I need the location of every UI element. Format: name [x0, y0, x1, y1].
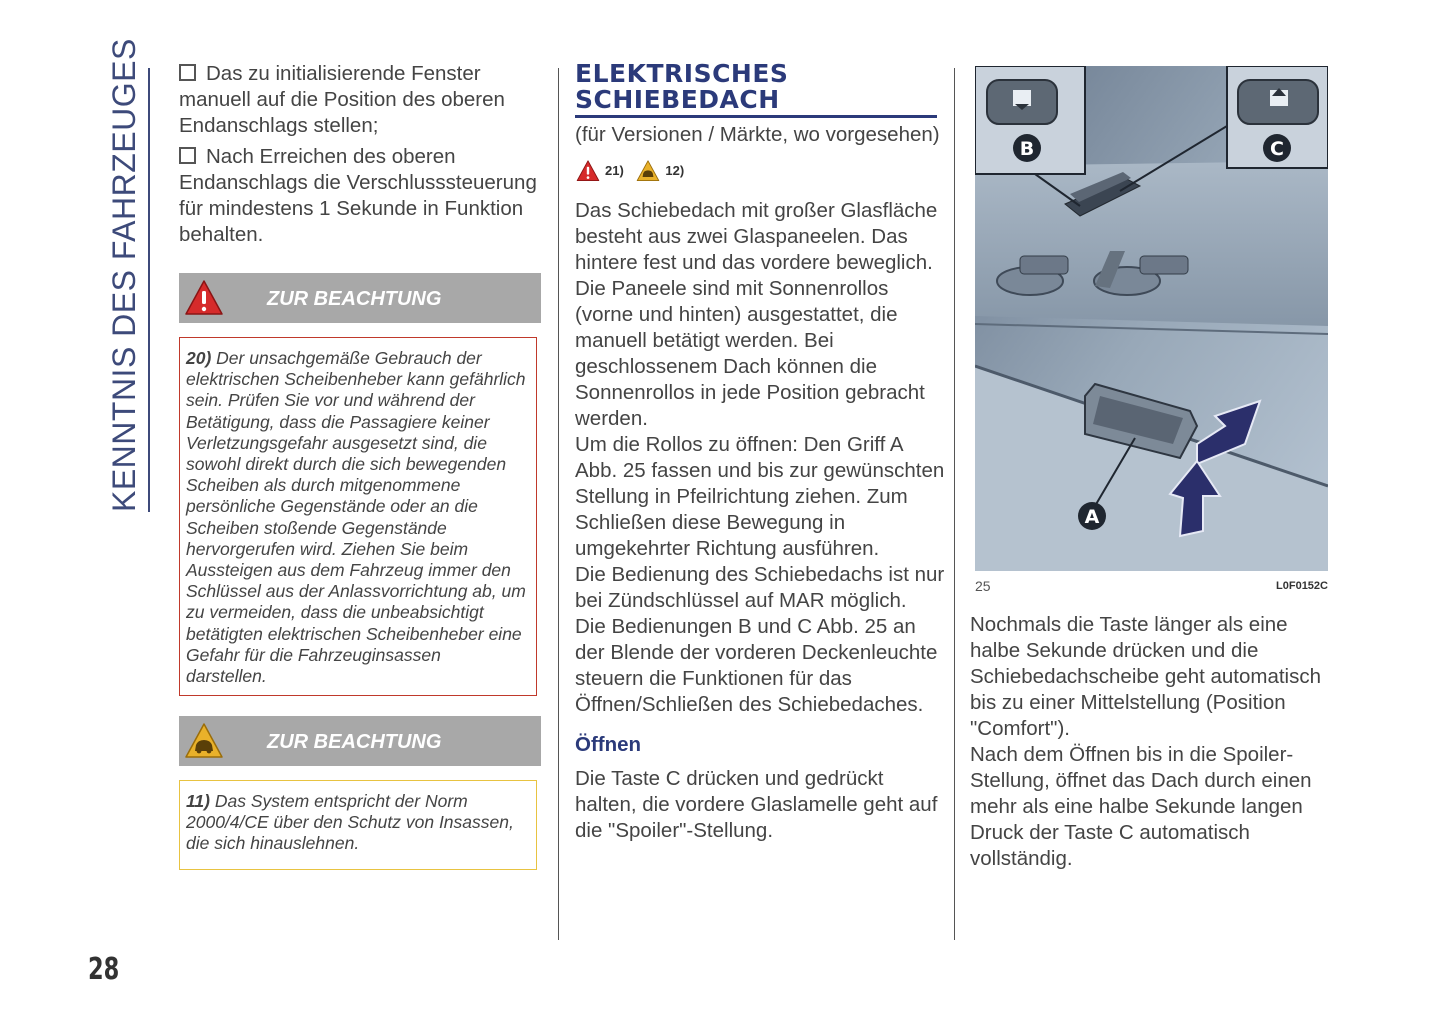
figure-caption — [975, 578, 1328, 594]
figure-code: L0F0152C — [1276, 580, 1328, 592]
list-item: Nach Erreichen des oberen Endanschlags die Verschlusssteuerung für mindestens 1 Sekunde in Funktion behalten. — [179, 145, 537, 246]
subheading-oeffnen: Öffnen — [575, 733, 642, 756]
danger-triangle-icon — [575, 159, 601, 183]
paragraph: Die Bedienungen B und C Abb. 25 an der Blende der vorderen Deckenleuchte steuern die Funktionen für das Öffnen/Schließen des Schiebedaches. — [575, 615, 938, 716]
reference-icons — [575, 158, 945, 190]
warning-number: 11) — [186, 791, 210, 811]
danger-triangle-icon — [184, 278, 224, 318]
page-number: 28 — [88, 952, 120, 987]
column-middle — [575, 61, 945, 844]
paragraph: Nach dem Öffnen bis in die Spoiler-Stellung, öffnet das Dach durch einen mehr als eine halbe Sekunde langen Druck der Taste C automatisch vollständig. — [970, 743, 1312, 870]
checkbox-bullet-icon — [179, 64, 196, 81]
section-title-vertical: KENNTNIS DES FAHRZEUGES — [106, 38, 142, 512]
paragraph: Das Schiebedach mit großer Glasfläche besteht aus zwei Glaspaneelen. Das hintere fest und das vordere beweglich. Die Paneele sind mit Sonnenrollos (vorne und hinten) ausgestattet, die manuell betätigt werden. Bei geschlossenem Dach können die Sonnenrollos in jede Position gebracht werden. — [575, 199, 938, 430]
paragraph: Um die Rollos zu öffnen: Den Griff A Abb. 25 fassen und bis zur gewünschten Stellung in Pfeilrichtung ziehen. Zum Schließen diese Bewegung in umgekehrter Richtung ausführen. — [575, 433, 945, 560]
column-left — [179, 61, 544, 253]
sidebar-rule — [148, 68, 150, 512]
figure-sunroof-controls — [975, 66, 1328, 571]
warning-number: 20) — [186, 348, 212, 368]
column-divider — [558, 68, 559, 940]
reference-caution: 12) — [665, 163, 685, 178]
subtitle: (für Versionen / Märkte, wo vorgesehen) — [575, 123, 940, 146]
label-c: C — [1270, 138, 1284, 160]
heading-rule — [575, 115, 937, 118]
label-a: A — [1084, 506, 1100, 528]
list-item: Das zu initialisierende Fenster manuell auf die Position des oberen Endanschlags stellen; — [179, 62, 505, 137]
paragraph: Die Bedienung des Schiebedachs ist nur bei Zündschlüssel auf MAR möglich. — [575, 563, 945, 612]
label-b: B — [1019, 138, 1035, 160]
caution-triangle-icon — [635, 159, 661, 183]
reference-danger: 21) — [605, 163, 624, 178]
figure-number: 25 — [975, 578, 991, 594]
section-heading: ELEKTRISCHES SCHIEBEDACH — [575, 59, 789, 114]
caution-triangle-icon — [184, 721, 224, 761]
checkbox-bullet-icon — [179, 147, 196, 164]
warning-box-danger: 20) Der unsachgemäße Gebrauch der elektrischen Scheibenheber kann gefährlich sein. Prüfen Sie vor und während der Betätigung, dass die Passagiere keiner Verletzungsgefahr ausgesetzt sind, die sowohl direkt durch die sich bewegenden Scheiben als durch mitgenommene persönliche Gegenstände oder an die Scheiben stoßende Gegenstände hervorgerufen wird. Ziehen Sie beim Aussteigen aus dem Fahrzeug immer den Schlüssel aus der Anlassvorrichtung ab, um zu vermeiden, dass die unbeabsichtigt betätigten elektrischen Scheibenheber eine Gefahr für die Fahrzeuginsassen darstellen. — [179, 337, 537, 696]
warning-header-danger — [179, 273, 541, 323]
warning-heading: ZUR BEACHTUNG — [267, 731, 442, 753]
paragraph: Nochmals die Taste länger als eine halbe Sekunde drücken und die Schiebedachscheibe geht automatisch bis zu einer Mittelstellung (Position "Comfort"). — [970, 613, 1322, 740]
column-divider — [954, 68, 955, 940]
column-right — [970, 612, 1335, 872]
warning-box-caution: 11) Das System entspricht der Norm 2000/4/CE über den Schutz von Insassen, die sich hinauslehnen. — [179, 780, 537, 870]
warning-header-caution — [179, 716, 541, 766]
warning-heading: ZUR BEACHTUNG — [267, 288, 442, 310]
paragraph: Die Taste C drücken und gedrückt halten, die vordere Glaslamelle geht auf die "Spoiler"-Stellung. — [575, 767, 938, 842]
